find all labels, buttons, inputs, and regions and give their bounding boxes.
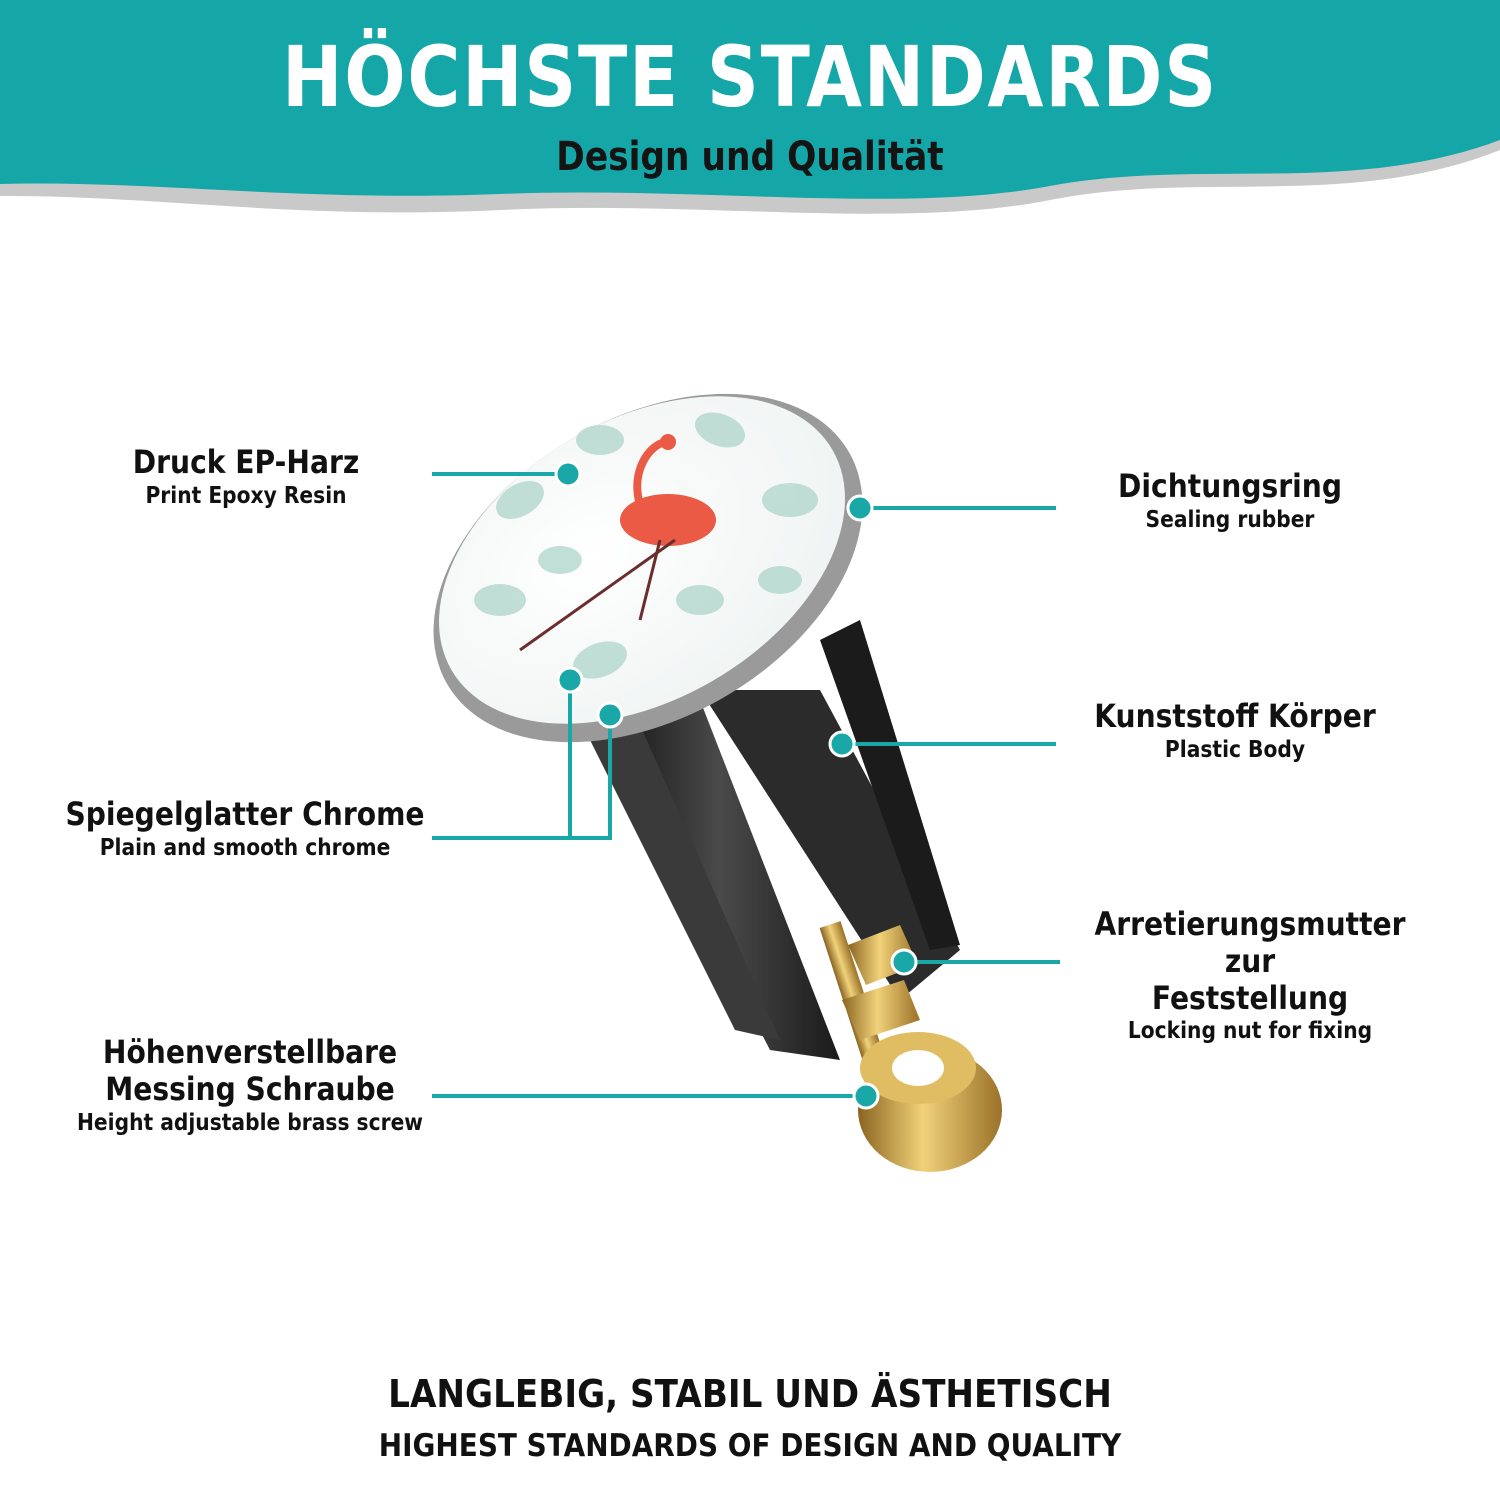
callout-nut-en: Locking nut for fixing	[1127, 1018, 1373, 1045]
callout-print-en: Print Epoxy Resin	[145, 482, 347, 509]
callout-seal	[1080, 468, 1380, 533]
callout-seal-en: Sealing rubber	[1145, 506, 1315, 533]
callout-dot-seal	[848, 496, 872, 520]
callout-nut	[1060, 906, 1440, 1045]
footer-line-en: HIGHEST STANDARDS OF DESIGN AND QUALITY	[378, 1428, 1122, 1464]
callout-print-de: Druck EP-Harz	[132, 443, 360, 481]
callout-dot-chrome-1	[558, 668, 582, 692]
callout-screw-en: Height adjustable brass screw	[76, 1109, 424, 1136]
callout-chrome-de: Spiegelglatter Chrome	[65, 795, 425, 833]
callout-chrome-en: Plain and smooth chrome	[99, 834, 391, 861]
callout-body-de: Kunststoff Körper	[1094, 697, 1376, 735]
footer-line-de: LANGLEBIG, STABIL UND ÄSTHETISCH	[388, 1372, 1112, 1416]
page-title: HÖCHSTE STANDARDS	[282, 28, 1218, 126]
page-subtitle: Design und Qualität	[556, 134, 944, 180]
callout-screw-de-line1: Höhenverstellbare	[102, 1033, 398, 1071]
callout-nut-de-line2: Feststellung	[1151, 978, 1349, 1017]
callout-body	[1070, 698, 1400, 763]
callout-dot-body	[830, 732, 854, 756]
callout-nut-de-line1: Arretierungsmutter zur	[1094, 905, 1406, 980]
callout-dot-nut	[892, 950, 916, 974]
callout-screw	[40, 1034, 460, 1136]
callout-chrome	[40, 796, 450, 861]
callout-print	[96, 444, 396, 509]
callout-dot-print	[556, 462, 580, 486]
callout-dot-screw	[854, 1084, 878, 1108]
callout-seal-de: Dichtungsring	[1118, 467, 1342, 505]
callout-body-en: Plastic Body	[1164, 736, 1306, 763]
callout-dot-chrome-2	[598, 703, 622, 727]
callout-screw-de-line2: Messing Schraube	[105, 1069, 395, 1108]
